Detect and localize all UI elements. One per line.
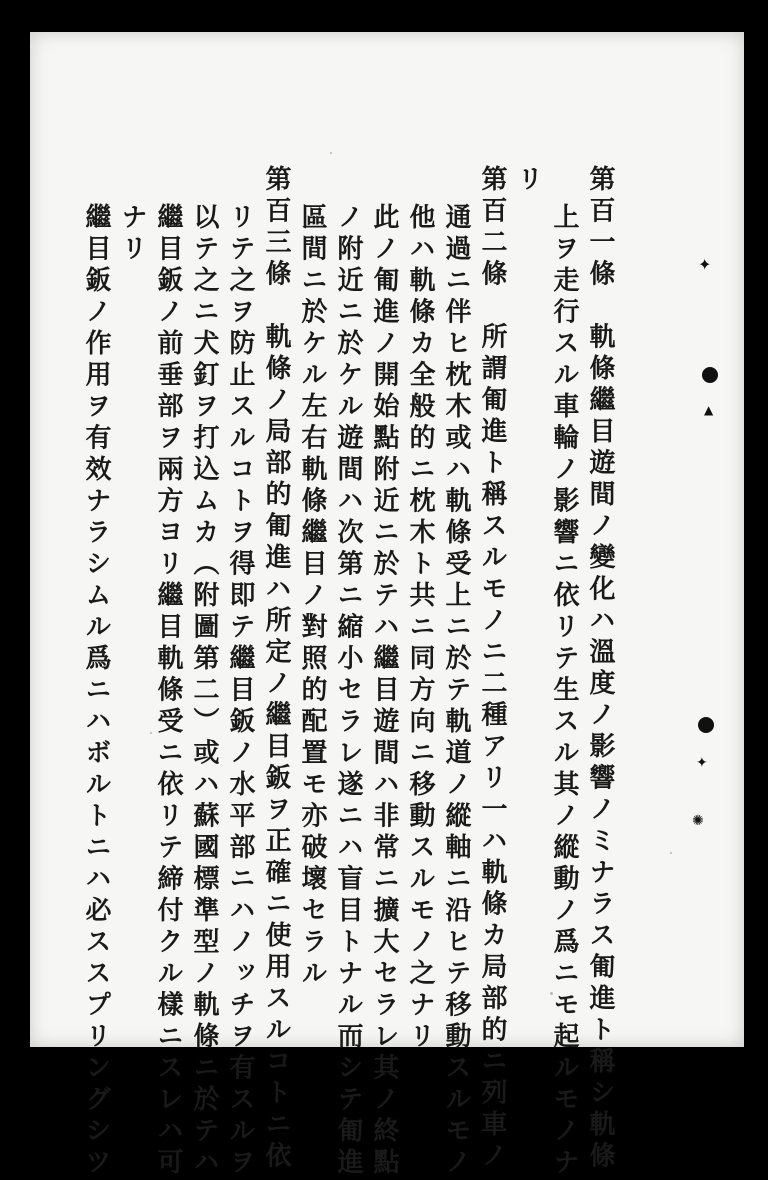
speckle [670,852,672,854]
text-column: 上ヲ走行スル車輪ノ影響ニ依リテ生スル其ノ縱動ノ爲ニモ起ルモノナ [549,203,579,1180]
text-column: リ [513,165,543,197]
text-column: 通過ニ伴ヒ枕木或ハ軌條受上ニ於テ軌道ノ縱軸ニ沿ヒテ移動スルモノ [441,203,471,1180]
text-column: 第百三條 軌條ノ局部的匍進ハ所定ノ繼目鈑ヲ正確ニ使用スルコトニ依 [261,165,291,1173]
text-column: 以テ之ニ犬釘ヲ打込ムカ（附圖第二）或ハ蘇國標準型ノ軌條ニ於テハ [189,203,219,1180]
splotch-mark-icon: ✺ [692,813,704,829]
text-column: ノ附近ニ於ケル遊間ハ次第ニ縮小セラレ遂ニハ盲目トナル而シテ匍進 [333,203,363,1180]
text-column: 繼目鈑ノ作用ヲ有效ナラシムル爲ニハボルトニハ必ススプリングシツ [81,203,111,1180]
speckle [330,152,332,154]
vertical-text-body [78,165,618,1180]
text-column: 第百二條 所謂匍進ト稱スルモノニ二種アリ一ハ軌條カ局部的ニ列車ノ [477,165,507,1173]
text-column: 他ハ軌條カ全般的ニ枕木ト共ニ同方向ニ移動スルモノ之ナリ [405,203,435,1054]
star-mark-icon: ✦ [698,255,712,274]
text-column: 第百一條 軌條繼目遊間ノ變化ハ溫度ノ影響ノミナラス匍進ト稱シ軌條 [585,165,615,1173]
margin-marks [690,255,730,855]
filled-dot-icon [702,367,718,383]
text-column: 繼目鈑ノ前垂部ヲ兩方ヨリ繼目軌條受ニ依リテ締付クル樣ニスレハ可 [153,203,183,1180]
text-column: リテ之ヲ防止スルコトヲ得即テ繼目鈑ノ水平部ニハノッチヲ有スルヲ [225,203,255,1180]
filled-dot-icon [698,717,714,733]
triangle-mark-icon: ▲ [704,403,714,417]
text-column: 區間ニ於ケル左右軌條繼目ノ對照的配置モ亦破壞セラル [297,203,327,991]
text-column: ナリ [117,203,147,266]
text-column: 此ノ匍進ノ開始點附近ニ於テハ繼目遊間ハ非常ニ擴大セラレ其ノ終點 [369,203,399,1180]
star-mark-icon: ✦ [696,755,708,771]
